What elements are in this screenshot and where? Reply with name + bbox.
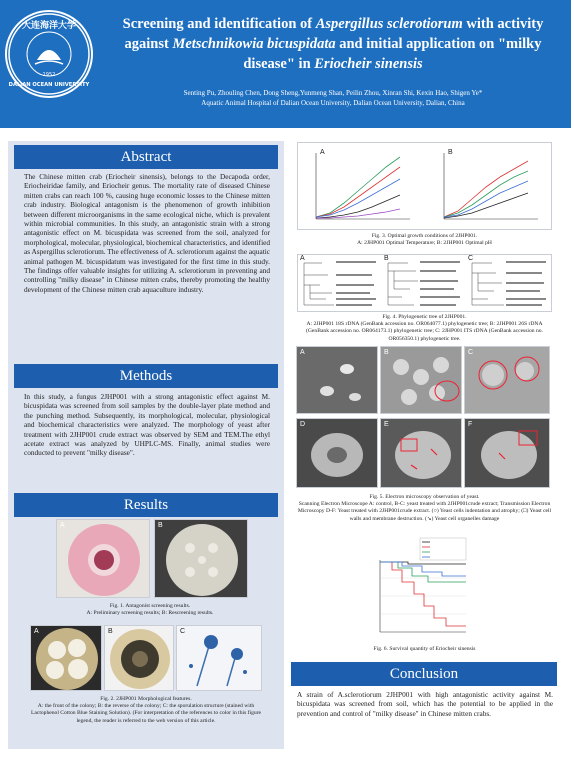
fig2-panel-c: C xyxy=(176,625,262,691)
fig5-panel-c: C xyxy=(464,346,550,414)
fig1-caption: Fig. 1. Antagonist screening results. A: Preliminary screening results; B: Rescreening results. xyxy=(86,603,214,617)
fig5-panel-f: F xyxy=(464,418,550,488)
poster-title: Screening and identification of Aspergillus sclerotiorum with activity against Metschnikowia bicuspidata and initial application on "milky disease" in Eriocheir sinensis xyxy=(122,16,544,72)
poster-header xyxy=(0,0,571,128)
author-list: Senting Pu, Zhouling Chen, Dong Sheng,Yunmeng Shan, Peilin Zhou, Xinran Shi, Kexin Hao, Shigen Ye* xyxy=(183,89,483,97)
fig5-panel-d: D xyxy=(296,418,378,488)
fig5-panel-a: A xyxy=(296,346,378,414)
fig3-panel-b xyxy=(444,153,538,219)
methods-text: In this study, a fungus 2JHP001 with a strong antagonistic effect against M. bicuspidata was screened from soil samples by the double-layer plate method and the punching method. Subsequently, its morphological, molecular, physiological and biochemical characteristics were analyzed. The morphology of yeast after treatment with 2JHP001 crude extract was observed by SEM and TEM.The ethyl acetate extract was analyzed by UHPLC-MS. Finally, animal studies were conducted to prevent "milky disease". xyxy=(24,392,270,458)
abstract-heading: Abstract xyxy=(14,145,278,169)
affiliation: Aquatic Animal Hospital of Dalian Ocean University, Dalian Ocean University, Dalian, China xyxy=(201,99,465,107)
seal-text-top: 大连海洋大学 xyxy=(21,21,77,31)
fig5-caption: Fig. 5. Electron microscopy observation of yeast. Scanning Electron Microscope A: control, B-C: yeast treated with 2JHP001crude extract; Transmission Electron Microscopy D-F: Yeast treated with 2JHP001crude extract. (○) Yeast cells indentation and atrophy; (□) Yeast cell walls and membrane destruction. (↘) Yeast cell organelles damage xyxy=(297,494,552,522)
conclusion-heading: Conclusion xyxy=(291,662,557,686)
abstract-text: The Chinese mitten crab (Eriocheir sinensis), belongs to the Decapoda order, Eriocheiridae family, and Eriocheir genus. The mortality rate of diseased Chinese mitten crabs can reach 100 %, causing huge economic losses to the Chinese mitten crab industry. Biological antagonism is the phenomenon of growth inhibition between different microorganisms in the same ecological niche, which is prevalent within microbial communities. In this study, an antagonistic strain with a strong antagonistic effect on M. bicuspidata was screened from the soil, analyzed for morphological, molecular, physiological, biochemical characteristics, and identified as Aspergillus sclerotiorum. The effectiveness of A. sclerotiorum against the aquatic animal pathogen M. bicuspidatum was investigated for the first time in this study. The findings offer valuable insights for utilizing A. sclerotiorum in preventing and controlling "milky disease" in Chinese mitten crabs, thereby promoting the healthy development of the Chinese mitten crab aquaculture industry. xyxy=(24,172,270,294)
conclusion-text: A strain of A.sclerotiorum 2JHP001 with high antagonistic activity against M. bicuspidata was screened from soil, which has the potential to be applied in the prevention and control of "milky disease" in Chinese mitten crabs. xyxy=(297,690,553,718)
methods-heading: Methods xyxy=(14,364,278,388)
fig3-caption: Fig. 3. Optimal growth conditions of 2JHP001. A: 2JHP001 Optimal Temperature; B: 2JHP001 Optimal pH xyxy=(357,233,492,247)
seal-text-bottom: DALIAN OCEAN UNIVERSITY xyxy=(8,82,90,88)
fig5-panel-e: E xyxy=(380,418,462,488)
seal-year: 1952 xyxy=(42,72,56,78)
fig3-panel-a xyxy=(316,153,410,219)
fig4-phylo-trees: A B C xyxy=(297,254,552,312)
fig6-caption: Fig. 6. Survival quantity of Eriocheir sinensis xyxy=(373,646,476,652)
fig3-growth-charts: A B xyxy=(297,142,552,230)
fig2-caption: Fig. 2. 2JHP001 Morphological features. A: the front of the colony; B: the reverse of the colony; C: the sporulation structure (stained with Lactophenol Cotton Blue Staining Solution). (For interpretation of the references to color in this figure legend, the reader is referred to the web version of this article. xyxy=(30,696,262,724)
fig2-panel-a: A xyxy=(30,625,102,691)
fig6-survival-chart xyxy=(362,536,470,644)
university-seal-icon xyxy=(5,10,93,98)
fig2-panel-b: B xyxy=(104,625,174,691)
fig1-panel-b: B xyxy=(154,519,248,598)
fig5-panel-b: B xyxy=(380,346,462,414)
fig1-panel-a: A xyxy=(56,519,150,598)
results-heading: Results xyxy=(14,493,278,517)
fig4-caption: Fig. 4. Phylogenetic tree of 2JHP001. A: 2JHP001 18S rDNA (GenBank accession no. OR064077.1) phylogenetic tree; B: 2JHP001 26S rDNA (GenBank accession no. OR064173.1) phylogenetic tree; C: 2JHP001 ITS rDNA (GenBank accession no. OR056350.1) phylogenetic tree. xyxy=(306,314,543,342)
